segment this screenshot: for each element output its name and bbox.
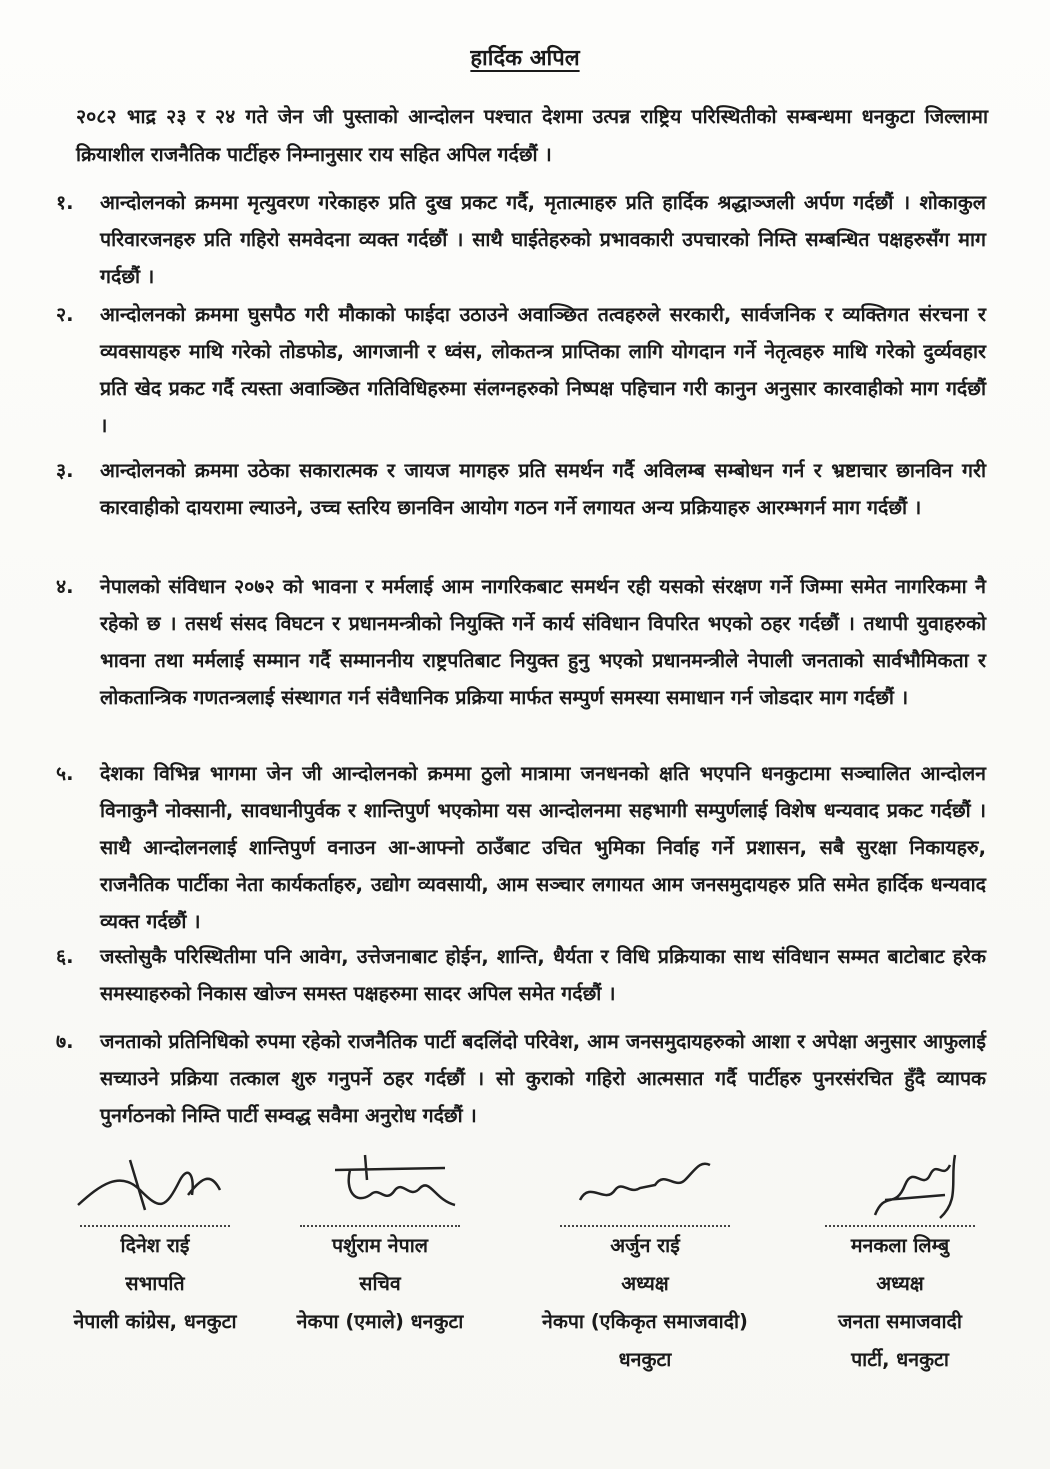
signatory-block bbox=[265, 1150, 495, 1341]
appeal-point bbox=[56, 1023, 986, 1134]
signatory-post: अध्यक्ष bbox=[876, 1272, 924, 1295]
signatory-block bbox=[530, 1150, 760, 1379]
signature-scribble bbox=[70, 1150, 240, 1220]
point-number: ४. bbox=[56, 575, 74, 598]
signature-mark bbox=[785, 1150, 1015, 1225]
title-text: हार्दिक अपिल bbox=[470, 46, 580, 71]
signatory-post: सभापति bbox=[125, 1272, 185, 1295]
signature-scribble bbox=[560, 1150, 730, 1220]
appeal-point bbox=[56, 938, 986, 1012]
signatory-name: दिनेश राई bbox=[120, 1234, 190, 1257]
signatory-org: नेपाली कांग्रेस, धनकुटा bbox=[73, 1310, 237, 1333]
signatory-org: नेकपा (एकिकृत समाजवादी) bbox=[542, 1310, 748, 1333]
signatory-org: नेकपा (एमाले) धनकुटा bbox=[296, 1310, 464, 1333]
signatory-name: पर्शुराम नेपाल bbox=[332, 1234, 428, 1257]
point-number: ५. bbox=[56, 762, 74, 785]
point-number: ६. bbox=[56, 945, 74, 968]
point-text: आन्दोलनको क्रममा घुसपैठ गरी मौकाको फाईदा उठाउने अवाञ्छित तत्वहरुले सरकारी, सार्वजनिक र व्यक्तिगत संरचना र व्यवसायहरु माथि गरेको तोडफोड, आगजानी र ध्वंस, लोकतन्त्र प्राप्तिका लागि योगदान गर्ने नेतृत्वहरु माथि गरेको दुर्व्यवहार प्रति खेद प्रकट गर्दै त्यस्ता अवाञ्छित गतिविधिहरुमा संलग्नहरुको निष्पक्ष पहिचान गरी कानुन अनुसार कारवाहीको माग गर्दछौं । bbox=[100, 303, 986, 437]
signature-scribble bbox=[295, 1150, 465, 1220]
document-title bbox=[0, 42, 1050, 72]
point-text: नेपालको संविधान २०७२ को भावना र मर्मलाई आम नागरिकबाट समर्थन रही यसको संरक्षण गर्ने जिम्मा समेत नागरिकमा नै रहेको छ । तसर्थ संसद विघटन र प्रधानमन्त्रीको नियुक्ति गर्ने कार्य संविधान विपरित भएको ठहर गर्दछौं । तथापी युवाहरुको भावना तथा मर्मलाई सम्मान गर्दै सम्माननीय राष्ट्रपतिबाट नियुक्त हुनु भएको प्रधानमन्त्रीले नेपाली जनताको सार्वभौमिकता र लोकतान्त्रिक गणतन्त्रलाई संस्थागत गर्न संवैधानिक प्रक्रिया मार्फत सम्पुर्ण समस्या समाधान गर्न जोडदार माग गर्दछौं । bbox=[100, 575, 986, 709]
point-text: जस्तोसुकै परिस्थितीमा पनि आवेग, उत्तेजनाबाट होईन, शान्ति, धैर्यता र विधि प्रक्रियाका साथ संविधान सम्मत बाटोबाट हरेक समस्याहरुको निकास खोज्न समस्त पक्षहरुमा सादर अपिल समेत गर्दछौं । bbox=[100, 945, 986, 1005]
signatory-org-line2: पार्टी, धनकुटा bbox=[851, 1348, 949, 1371]
signatory-post: सचिव bbox=[359, 1272, 401, 1295]
appeal-point bbox=[56, 184, 986, 295]
appeal-point bbox=[56, 755, 986, 940]
appeal-point bbox=[56, 452, 986, 526]
point-number: २. bbox=[56, 303, 74, 326]
signature-mark bbox=[40, 1150, 270, 1225]
point-number: १. bbox=[56, 191, 74, 214]
point-text: आन्दोलनको क्रममा उठेका सकारात्मक र जायज मागहरु प्रति समर्थन गर्दै अविलम्ब सम्बोधन गर्न र भ्रष्टाचार छानविन गरी कारवाहीको दायरामा ल्याउने, उच्च स्तरिय छानविन आयोग गठन गर्ने लगायत अन्य प्रक्रियाहरु आरम्भगर्न माग गर्दछौं । bbox=[100, 459, 986, 519]
signature-scribble bbox=[815, 1150, 985, 1225]
point-text: देशका विभिन्न भागमा जेन जी आन्दोलनको क्रममा ठुलो मात्रामा जनधनको क्षति भएपनि धनकुटामा सञ्चालित आन्दोलन विनाकुनै नोक्सानी, सावधानीपुर्वक र शान्तिपुर्ण भएकोमा यस आन्दोलनमा सहभागी सम्पुर्णलाई विशेष धन्यवाद प्रकट गर्दछौं । साथै आन्दोलनलाई शान्तिपुर्ण वनाउन आ-आफ्नो ठाउँबाट उचित भुमिका निर्वाह गर्ने प्रशासन, सबै सुरक्षा निकायहरु, राजनैतिक पार्टीका नेता कार्यकर्ताहरु, उद्योग व्यवसायी, आम सञ्चार लगायत आम जनसमुदायहरु प्रति समेत हार्दिक धन्यवाद व्यक्त गर्दछौं । bbox=[100, 762, 986, 933]
intro-paragraph: २०८२ भाद्र २३ र २४ गते जेन जी पुस्ताको आन्दोलन पश्चात देशमा उत्पन्न राष्ट्रिय परिस्थितीको सम्बन्धमा धनकुटा जिल्लामा क्रियाशील राजनैतिक पार्टीहरु निम्नानुसार राय सहित अपिल गर्दछौं । bbox=[76, 105, 988, 166]
point-number: ३. bbox=[56, 459, 74, 482]
signatory-name: अर्जुन राई bbox=[610, 1234, 680, 1257]
signatory-name: मनकला लिम्बु bbox=[850, 1234, 950, 1257]
signatory-org: जनता समाजवादी bbox=[838, 1310, 962, 1333]
signature-mark bbox=[530, 1150, 760, 1225]
point-text: आन्दोलनको क्रममा मृत्युवरण गरेकाहरु प्रति दुख प्रकट गर्दै, मृतात्माहरु प्रति हार्दिक श्रद्धाञ्जली अर्पण गर्दछौं । शोकाकुल परिवारजनहरु प्रति गहिरो समवेदना व्यक्त गर्दछौं । साथै घाईतेहरुको प्रभावकारी उपचारको निम्ति सम्बन्धित पक्षहरुसँग माग गर्दछौं । bbox=[100, 191, 986, 288]
point-text: जनताको प्रतिनिधिको रुपमा रहेको राजनैतिक पार्टी बदलिंदो परिवेश, आम जनसमुदायहरुको आशा र अपेक्षा अनुसार आफुलाई सच्याउने प्रक्रिया तत्काल शुरु गनुपर्ने ठहर गर्दछौं । सो कुराको गहिरो आत्मसात गर्दै पार्टीहरु पुनरसंरचित हुँदै व्यापक पुनर्गठनको निम्ति पार्टी सम्वद्ध सवैमा अनुरोध गर्दछौं । bbox=[100, 1030, 986, 1127]
signatory-block bbox=[785, 1150, 1015, 1379]
point-number: ७. bbox=[56, 1030, 74, 1053]
signatory-post: अध्यक्ष bbox=[621, 1272, 669, 1295]
signatory-org-line2: धनकुटा bbox=[618, 1348, 672, 1371]
appeal-point bbox=[56, 296, 986, 444]
appeal-point bbox=[56, 568, 986, 716]
signatory-block bbox=[40, 1150, 270, 1341]
signature-mark bbox=[265, 1150, 495, 1225]
